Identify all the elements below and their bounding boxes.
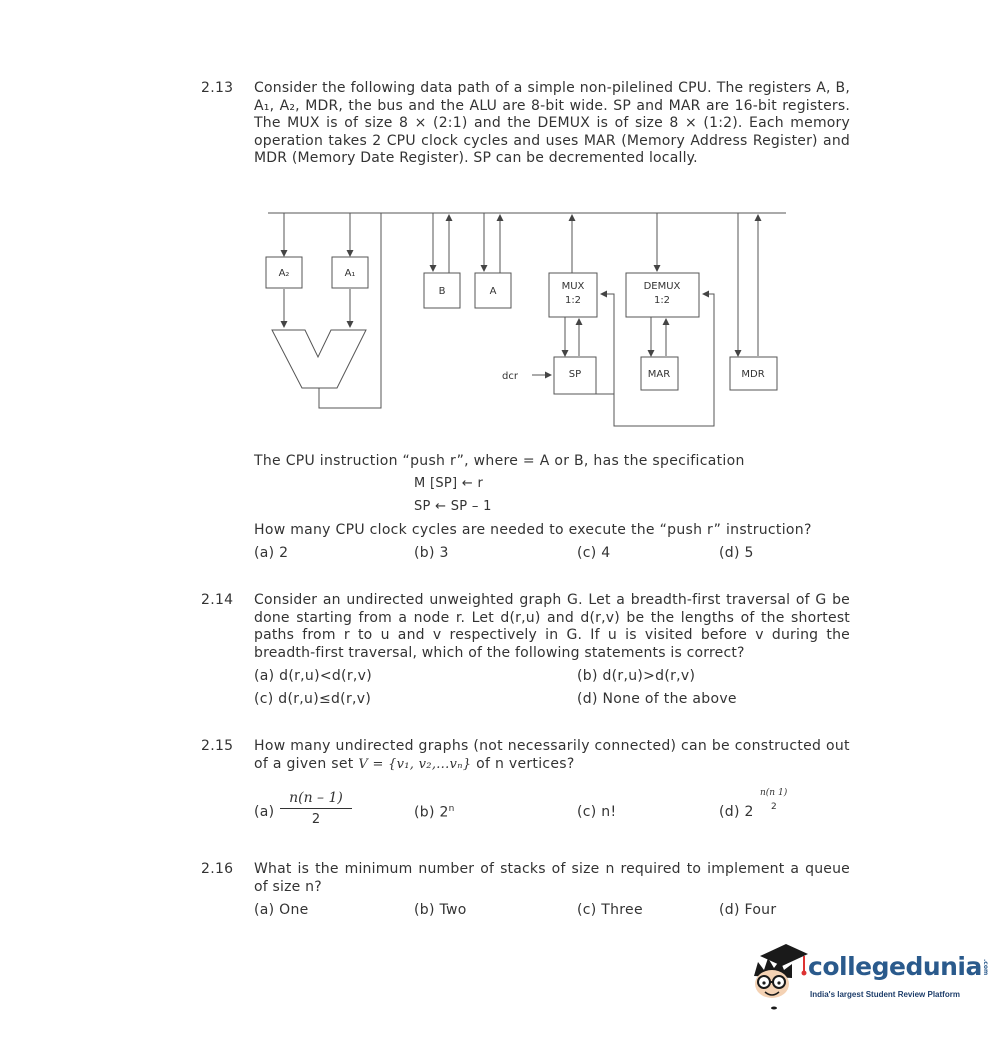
dcr-label: dcr (502, 371, 518, 382)
question-number: 2.16 (201, 861, 234, 877)
mux-ratio-label: 1:2 (564, 295, 582, 306)
option-b-exponent: n (448, 804, 455, 814)
collegedunia-logo (748, 942, 989, 1022)
fraction-numerator: n(n – 1) (280, 790, 352, 809)
mascot-icon (748, 942, 810, 1012)
question-number: 2.15 (201, 738, 234, 754)
option-a: (a) 2 (254, 545, 289, 561)
register-mar-label: MAR (647, 369, 671, 380)
logo-tagline: India's largest Student Review Platform (810, 990, 960, 999)
spec-line-1: M [SP] ← r (414, 476, 484, 491)
question-number: 2.14 (201, 592, 234, 608)
option-d: (d) 5 (719, 545, 754, 561)
option-d: (d) None of the above (577, 691, 737, 707)
spec-intro: The CPU instruction “push r”, where = A or B, has the specification (254, 453, 745, 469)
alu-shape (272, 330, 366, 388)
logo-word: collegedunia (808, 952, 982, 981)
question-text-post: of n vertices? (471, 756, 575, 772)
option-b (414, 804, 455, 821)
option-a: (a) One (254, 902, 309, 918)
option-d-exponent-numerator: n(n 1) (760, 788, 788, 798)
register-a-label: A (489, 286, 497, 297)
option-d-label: (d) 2 (719, 804, 754, 820)
spec-line-2: SP ← SP – 1 (414, 499, 492, 514)
register-sp-label: SP (568, 369, 582, 380)
register-a2-label: A₂ (278, 268, 290, 279)
option-c: (c) d(r,u)≤d(r,v) (254, 691, 372, 707)
option-d-exponent-denominator: 2 (771, 802, 777, 812)
question-text-line-1: How many undirected graphs (not necessarily connected) can be constructed out (254, 738, 850, 754)
option-d: (d) Four (719, 902, 777, 918)
option-c: (c) 4 (577, 545, 611, 561)
register-a1-label: A₁ (344, 268, 356, 279)
fraction-denominator: 2 (311, 812, 321, 827)
question-text: What is the minimum number of stacks of size n required to implement a queue of size n? (254, 861, 850, 895)
option-c: (c) n! (577, 804, 617, 820)
demux-ratio-label: 1:2 (653, 295, 671, 306)
option-b: (b) 3 (414, 545, 449, 561)
question-text: Consider the following data path of a simple non-pilelined CPU. The registers A, B, A₁, A₂, MDR, the bus and the ALU are 8-bit wide. SP and MAR are 16-bit registers. The MUX is of size 8 × (2:1) and the DEMUX is of size 8 × (1:2). Each memory operation takes 2 CPU clock cycles and uses MAR (Memory Address Register) and MDR (Memory Date Register). SP can be decremented locally. (254, 80, 850, 166)
register-b-label: B (438, 286, 446, 297)
mux-label: MUX (561, 281, 585, 292)
question-text-pre: of a given set (254, 756, 359, 772)
logo-suffix: .com (981, 958, 989, 975)
question-text-line-2 (254, 756, 575, 772)
question-text: Consider an undirected unweighted graph G. Let a breadth-first traversal of G be done starting from a node r. Let d(r,u) and d(r,v) be the lengths of the shortest paths from r to u and v respectively in G. If u is visited before v during the breadth-first traversal, which of the following statements is correct? (254, 592, 850, 661)
option-a-fraction (280, 790, 352, 827)
option-b-label: (b) 2 (414, 804, 449, 821)
option-b: (b) Two (414, 902, 467, 918)
question-prompt: How many CPU clock cycles are needed to execute the “push r” instruction? (254, 522, 812, 538)
option-b: (b) d(r,u)>d(r,v) (577, 668, 696, 684)
demux-label: DEMUX (643, 281, 681, 292)
question-number: 2.13 (201, 80, 234, 96)
cpu-datapath-diagram (0, 0, 1008, 460)
option-a-label: (a) (254, 804, 275, 820)
logo-wordmark (808, 952, 989, 981)
option-c: (c) Three (577, 902, 643, 918)
vertex-set-expression: V = {v₁, v₂,...vₙ} (358, 757, 472, 772)
register-mdr-label: MDR (741, 369, 765, 380)
option-a: (a) d(r,u)<d(r,v) (254, 668, 372, 684)
